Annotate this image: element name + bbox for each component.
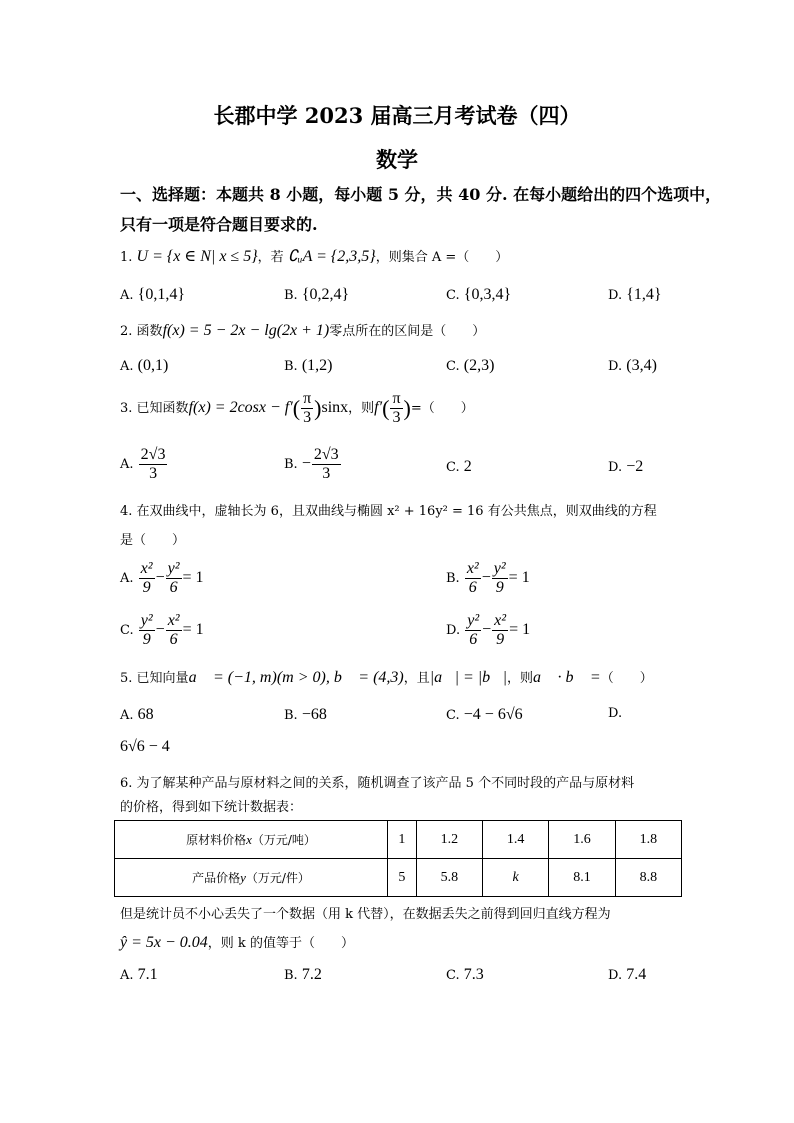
- section-heading-line1: 一、选择题：本题共 8 小题，每小题 5 分，共 40 分. 在每小题给出的四个选项中，: [120, 185, 722, 204]
- q2-option-d[interactable]: D. (3,4): [608, 357, 657, 374]
- table-cell: 1.4: [483, 821, 549, 859]
- q6-option-a[interactable]: A. 7.1: [120, 966, 158, 983]
- question-5-stem: [120, 667, 653, 687]
- section-heading-line2: 只有一项是符合题目要求的.: [120, 215, 318, 234]
- question-text: 在双曲线中，虚轴长为 6，且双曲线与椭圆 x² + 16y² = 16 有公共焦点，则双曲线的方程: [136, 504, 657, 519]
- q2-option-c[interactable]: C. (2,3): [446, 357, 495, 374]
- question-6-stem-line2: 的价格，得到如下统计数据表：: [120, 800, 303, 815]
- question-text: =（ ）: [410, 401, 474, 416]
- q4-option-d[interactable]: D. $\frac{\text{y²}}{6}$ − $\frac{\text{x²}}{9}$ = 1: [446, 612, 531, 648]
- question-text: ，则集合 A =（ ）: [375, 250, 509, 265]
- table-cell: 1.8: [615, 821, 681, 859]
- q4-option-a[interactable]: A. $\frac{\text{x²}}{9}$ − $\frac{\text{y²}}{6}$ = 1: [120, 560, 204, 596]
- q5-option-d-value[interactable]: 6√6 − 4: [120, 738, 170, 755]
- q6-option-b[interactable]: B. 7.2: [284, 966, 322, 983]
- table-row-header: 原材料价格x（万元/吨）: [115, 821, 388, 859]
- q2-option-b[interactable]: B. (1,2): [284, 357, 333, 374]
- table-cell: 1.2: [416, 821, 482, 859]
- q2-option-a[interactable]: A. (0,1): [120, 357, 169, 374]
- q1-option-a[interactable]: A. {0,1,4}: [120, 286, 186, 303]
- table-cell: k: [483, 859, 549, 897]
- q3-option-a[interactable]: A. $\frac{2√3}{3}$: [120, 446, 166, 482]
- question-number: 3.: [120, 401, 133, 416]
- question-number: 6.: [120, 776, 133, 791]
- q5-option-b[interactable]: B. −68: [284, 706, 327, 723]
- question-text: ，且: [403, 671, 430, 686]
- question-math: f′: [374, 399, 383, 416]
- question-math: |a⃗| = |b⃗|: [429, 669, 508, 686]
- question-text: ，若: [257, 250, 284, 265]
- q5-option-d-label[interactable]: D.: [608, 706, 623, 721]
- question-math: ∁ᵤA = {2,3,5}: [287, 248, 376, 265]
- q1-option-c[interactable]: C. {0,3,4}: [446, 286, 512, 303]
- q3-option-d[interactable]: D. −2: [608, 458, 644, 475]
- question-math: a⃗ = (−1, m)(m > 0), b⃗ = (4,3): [188, 669, 404, 686]
- question-math: ŷ = 5x − 0.04: [120, 934, 208, 951]
- q4-option-c[interactable]: C. $\frac{\text{y²}}{9}$ − $\frac{\text{x²}}{6}$ = 1: [120, 612, 204, 648]
- question-2-stem: [120, 320, 485, 340]
- question-6-stem-line1: [120, 772, 634, 791]
- question-text: 已知向量: [136, 671, 189, 686]
- q5-option-a[interactable]: A. 68: [120, 706, 154, 723]
- q1-option-d[interactable]: D. {1,4}: [608, 286, 662, 303]
- q3-option-c[interactable]: C. 2: [446, 458, 472, 475]
- price-data-table: [114, 820, 682, 897]
- q6-option-d[interactable]: D. 7.4: [608, 966, 647, 983]
- q4-option-b[interactable]: B. $\frac{\text{x²}}{6}$ − $\frac{\text{y²}}{9}$ = 1: [446, 560, 530, 596]
- table-row: [115, 821, 682, 859]
- question-math: a⃗ · b⃗ =: [533, 669, 601, 686]
- table-cell: 8.1: [549, 859, 615, 897]
- question-text: ，则 k 的值等于（ ）: [207, 936, 354, 951]
- question-text: ，则: [348, 401, 375, 416]
- question-number: 4.: [120, 504, 133, 519]
- question-text: （ ）: [600, 671, 653, 686]
- exam-title: 长郡中学 2023 届高三月考试卷（四）: [213, 103, 581, 128]
- table-cell: 5: [388, 859, 417, 897]
- q1-option-b[interactable]: B. {0,2,4}: [284, 286, 350, 303]
- question-text: 函数: [136, 324, 163, 339]
- q5-option-c[interactable]: C. −4 − 6√6: [446, 706, 523, 723]
- q6-option-c[interactable]: C. 7.3: [446, 966, 484, 983]
- subject-title: 数学: [376, 147, 418, 172]
- question-text: ，则: [507, 671, 534, 686]
- question-3-stem: 3. 已知函数f(x) = 2cosx − f′( $\frac{\pi}{3}$ )sinx，则f′( $\frac{\pi}{3}$ )=（ ）: [120, 390, 474, 426]
- pi-over-3-fraction: $\frac{\pi}{3}$: [392, 390, 401, 426]
- q3-option-b[interactable]: B. − $\frac{2√3}{3}$: [284, 446, 339, 482]
- question-4-stem-line1: [120, 500, 657, 519]
- question-text: 零点所在的区间是（ ）: [329, 324, 486, 339]
- table-row: [115, 859, 682, 897]
- table-cell: 1: [388, 821, 417, 859]
- table-cell: 1.6: [549, 821, 615, 859]
- pi-over-3-fraction: $\frac{\pi}{3}$: [303, 390, 312, 426]
- question-text: 为了解某种产品与原材料之间的关系，随机调查了该产品 5 个不同时段的产品与原材料: [136, 776, 635, 791]
- question-4-stem-line2: 是（ ）: [120, 533, 186, 548]
- table-cell: 8.8: [615, 859, 681, 897]
- question-math: U = {x ∈ N| x ≤ 5}: [136, 248, 258, 265]
- question-number: 2.: [120, 324, 133, 339]
- question-math: f(x) = 2cosx − f′: [188, 399, 293, 416]
- question-text: 已知函数: [136, 401, 189, 416]
- question-6-after-line2: [120, 932, 354, 952]
- question-number: 5.: [120, 671, 133, 686]
- question-number: 1.: [120, 250, 133, 265]
- table-cell: 5.8: [416, 859, 482, 897]
- question-6-after-line1: 但是统计员不小心丢失了一个数据（用 k 代替），在数据丢失之前得到回归直线方程为: [120, 907, 611, 922]
- question-math: sinx: [321, 399, 349, 416]
- table-row-header: 产品价格y（万元/件）: [115, 859, 388, 897]
- question-math: f(x) = 5 − 2x − lg(2x + 1): [162, 322, 330, 339]
- question-1-stem: [120, 246, 508, 266]
